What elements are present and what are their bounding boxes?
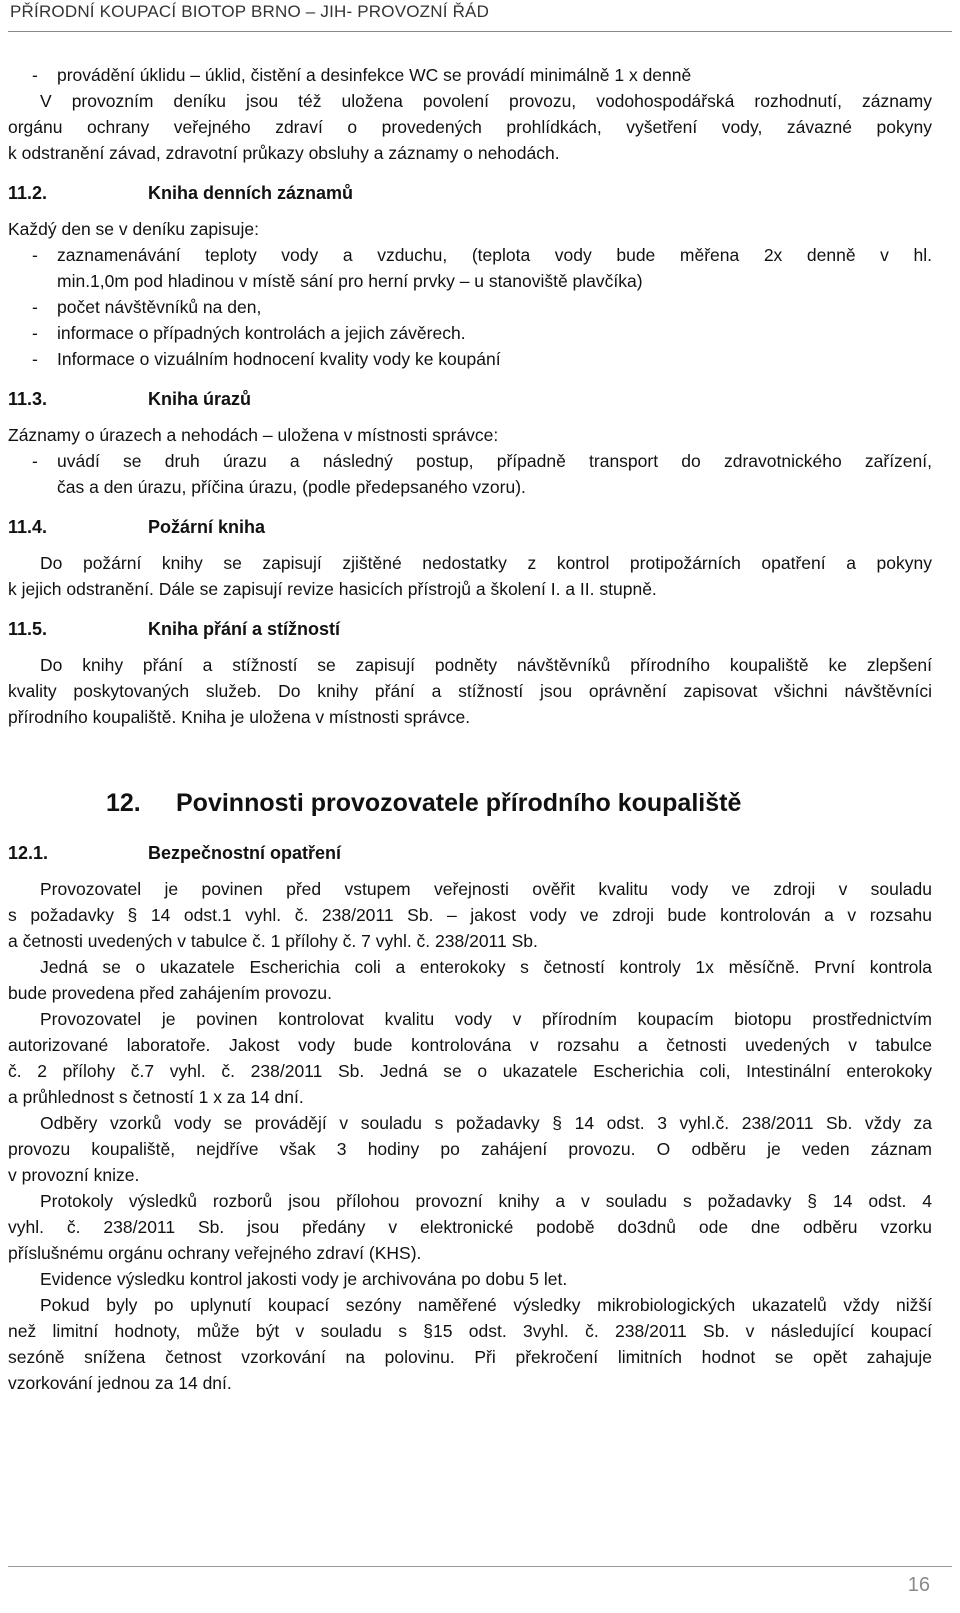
bullet-dash: -: [32, 245, 38, 265]
text-line: autorizované laboratoře. Jakost vody bude kontrolována v rozsahu a četnosti uvedených v tabulce: [8, 1035, 932, 1055]
paragraph: [8, 550, 932, 602]
bullet-text: provádění úklidu – úklid, čistění a desinfekce WC se provádí minimálně 1 x denně: [57, 65, 692, 85]
paragraph: [8, 954, 932, 1006]
section-title: Kniha přání a stížností: [148, 619, 341, 639]
paragraph: [8, 1110, 932, 1188]
paragraph: [8, 1006, 932, 1110]
text-line: v provozní knize.: [8, 1165, 140, 1185]
page-body: [8, 62, 932, 1396]
text-line: přírodního koupaliště. Kniha je uložena v místnosti správce.: [8, 707, 471, 727]
bullet-text: Informace o vizuálním hodnocení kvality vody ke koupání: [57, 349, 501, 369]
paragraph: [8, 876, 932, 954]
bullet-item: [8, 320, 932, 346]
bullet-text: uvádí se druh úrazu a následný postup, případně transport do zdravotnického zařízení,: [57, 451, 932, 471]
text-line: Do knihy přání a stížností se zapisují podněty návštěvníků přírodního koupaliště ke zlepšení: [40, 655, 932, 675]
text-line: Jedná se o ukazatele Escherichia coli a enterokoky s četností kontroly 1x měsíčně. První kontrola: [40, 957, 932, 977]
text-line: Pokud byly po uplynutí koupací sezóny naměřené výsledky mikrobiologických ukazatelů vždy nižší: [40, 1295, 932, 1315]
text-line: sezóně snížena četnost vzorkování na polovinu. Při překročení limitních hodnot se opět zahajuje: [8, 1347, 932, 1367]
text-line: příslušnému orgánu ochrany veřejného zdraví (KHS).: [8, 1243, 422, 1263]
text-line: a četnosti uvedených v tabulce č. 1 přílohy č. 7 vyhl. č. 238/2011 Sb.: [8, 931, 538, 951]
section-heading: [8, 616, 932, 642]
text-line: a průhlednost s četností 1 x za 14 dní.: [8, 1087, 304, 1107]
text-line: č. 2 přílohy č.7 vyhl. č. 238/2011 Sb. Jedná se o ukazatele Escherichia coli, Intestinální enterokoky: [8, 1061, 932, 1081]
bullet-dash: -: [32, 65, 38, 85]
section-title: Bezpečnostní opatření: [148, 843, 342, 863]
page-number: 16: [907, 1574, 930, 1596]
bullet-item: [8, 346, 932, 372]
text-line: čas a den úrazu, příčina úrazu, (podle předepsaného vzoru).: [57, 477, 526, 497]
bullet-dash: -: [32, 297, 38, 317]
section-title: Požární kniha: [148, 517, 266, 537]
chapter-title: Povinnosti provozovatele přírodního koupaliště: [176, 789, 742, 817]
paragraph: [8, 88, 932, 166]
bullet-item: [8, 294, 932, 320]
section-heading: [8, 180, 932, 206]
text-line: Provozovatel je povinen kontrolovat kvalitu vody v přírodním koupacím biotopu prostřednictvím: [40, 1009, 932, 1029]
paragraph: [8, 1266, 932, 1292]
chapter-heading: [8, 786, 932, 820]
section-heading: [8, 386, 932, 412]
text-line: vzorkování jednou za 14 dní.: [8, 1373, 232, 1393]
bullet-text: zaznamenávání teploty vody a vzduchu, (teplota vody bude měřena 2x denně v hl.: [57, 245, 932, 265]
text-line: provozu koupaliště, nejdříve však 3 hodiny po zahájení provozu. O odběru je veden záznam: [8, 1139, 932, 1159]
text-line: vyhl. č. 238/2011 Sb. jsou předány v elektronické podobě do3dnů ode dne odběru vzorku: [8, 1217, 932, 1237]
text-line: než limitní hodnoty, může být v souladu s §15 odst. 3vyhl. č. 238/2011 Sb. v následující koupací: [8, 1321, 932, 1341]
bullet-item: [8, 448, 932, 474]
text-line: Do požární knihy se zapisují zjištěné nedostatky z kontrol protipožárních opatření a pokyny: [40, 553, 932, 573]
section-number: 11.5.: [8, 619, 48, 639]
text-line: Provozovatel je povinen před vstupem veřejnosti ověřit kvalitu vody ve zdroji v souladu: [40, 879, 932, 899]
footer-rule: [8, 1566, 952, 1567]
text-line: kvality poskytovaných služeb. Do knihy přání a stížností jsou oprávnění zapisovat všichni návštěvníci: [8, 681, 932, 701]
header-rule: [8, 31, 952, 32]
bullet-dash: -: [32, 323, 38, 343]
bullet-dash: -: [32, 349, 38, 369]
text-line: min.1,0m pod hladinou v místě sání pro herní prvky – u stanoviště plavčíka): [57, 271, 643, 291]
text-line: s požadavky § 14 odst.1 vyhl. č. 238/2011 Sb. – jakost vody ve zdroji bude kontrolován a v rozsahu: [8, 905, 932, 925]
section-number: 12.1.: [8, 843, 49, 863]
text-line: V provozním deníku jsou též uložena povolení provozu, vodohospodářská rozhodnutí, záznamy: [40, 91, 932, 111]
text-line: k jejich odstranění. Dále se zapisují revize hasicích přístrojů a školení I. a II. stupně.: [8, 579, 657, 599]
text-line: Evidence výsledku kontrol jakosti vody je archivována po dobu 5 let.: [40, 1269, 568, 1289]
section-title: Kniha úrazů: [148, 389, 252, 409]
text-line: bude provedena před zahájením provozu.: [8, 983, 332, 1003]
running-header: PŘÍRODNÍ KOUPACÍ BIOTOP BRNO – JIH- PROVOZNÍ ŘÁD: [10, 2, 490, 21]
chapter-number: 12.: [106, 789, 141, 817]
text-line: k odstranění závad, zdravotní průkazy obsluhy a záznamy o nehodách.: [8, 143, 560, 163]
bullet-text: informace o případných kontrolách a jejich závěrech.: [57, 323, 466, 343]
section-number: 11.2.: [8, 183, 48, 203]
section-title: Kniha denních záznamů: [148, 183, 354, 203]
text-line: Protokoly výsledků rozborů jsou přílohou provozní knihy a v souladu s požadavky § 14 odst. 4: [40, 1191, 932, 1211]
text-line: Odběry vzorků vody se provádějí v souladu s požadavky § 14 odst. 3 vyhl.č. 238/2011 Sb. vždy za: [40, 1113, 932, 1133]
section-heading: [8, 840, 932, 866]
section-number: 11.3.: [8, 389, 48, 409]
bullet-item: [8, 242, 932, 268]
section-number: 11.4.: [8, 517, 48, 537]
text-line: orgánu ochrany veřejného zdraví o provedených prohlídkách, vyšetření vody, závazné pokyny: [8, 117, 932, 137]
bullet-text: počet návštěvníků na den,: [57, 297, 262, 317]
section-heading: [8, 514, 932, 540]
text-line: Záznamy o úrazech a nehodách – uložena v místnosti správce:: [8, 425, 499, 445]
bullet-item: [8, 62, 932, 88]
paragraph: [8, 1188, 932, 1266]
bullet-dash: -: [32, 451, 38, 471]
paragraph: [8, 1292, 932, 1396]
paragraph: [8, 652, 932, 730]
text-line: Každý den se v deníku zapisuje:: [8, 219, 259, 239]
